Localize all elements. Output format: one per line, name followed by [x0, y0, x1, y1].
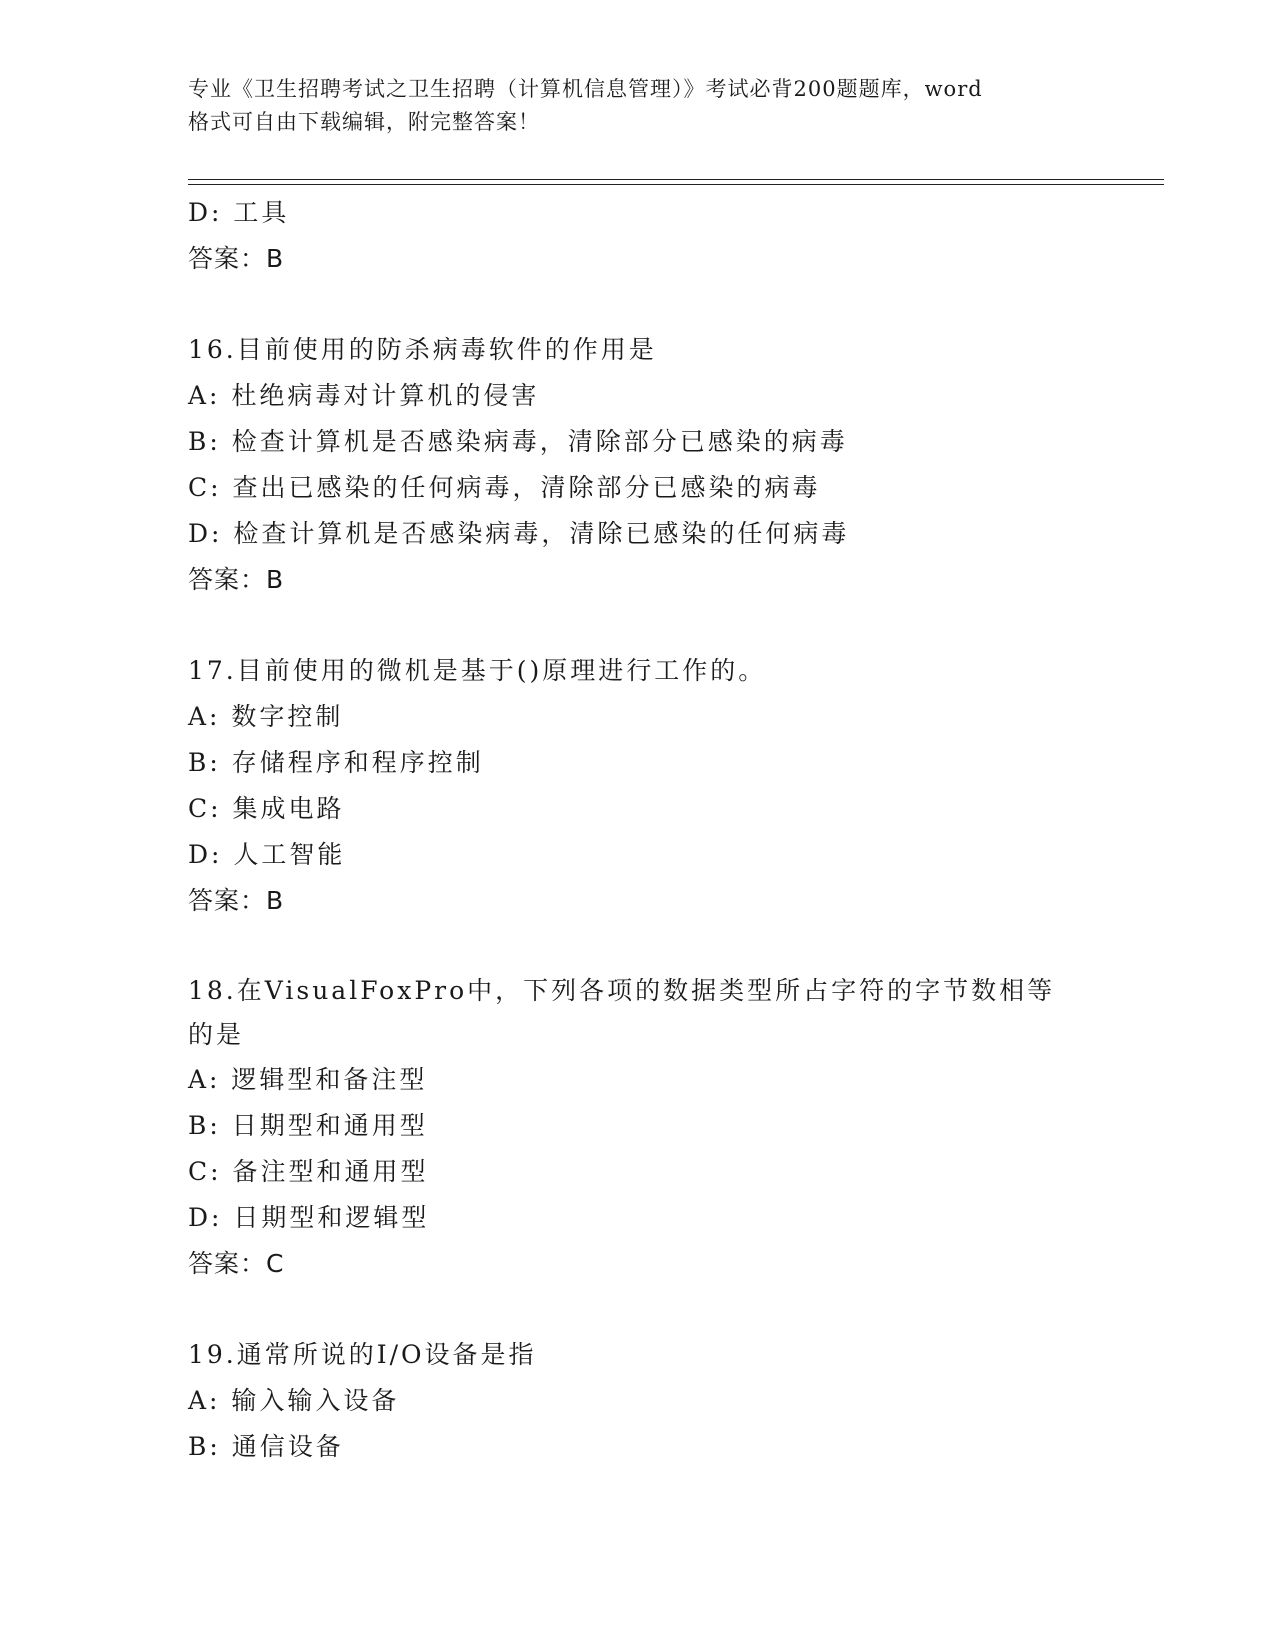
question-18: [188, 969, 1148, 1287]
header-line-2: 格式可自由下载编辑，附完整答案！: [188, 110, 540, 134]
option-b: B: 检查计算机是否感染病毒，清除部分已感染的病毒: [188, 427, 848, 456]
option-b: B: 日期型和通用型: [188, 1111, 428, 1140]
header-line-1: 专业《卫生招聘考试之卫生招聘（计算机信息管理）》考试必背200题题库，word: [188, 77, 983, 101]
spacer: [188, 1287, 1148, 1332]
answer: 答案：B: [188, 565, 285, 594]
option-d: D: 检查计算机是否感染病毒，清除已感染的任何病毒: [188, 519, 850, 548]
question-17: [188, 648, 1148, 924]
question-list: [188, 190, 1148, 1470]
spacer: [188, 924, 1148, 969]
question-16: [188, 327, 1148, 603]
option-c: C: 查出已感染的任何病毒，清除部分已感染的病毒: [188, 473, 821, 502]
question-stem: 19.通常所说的I/O设备是指: [188, 1340, 537, 1369]
question-stem: 18.在VisualFoxPro中，下列各项的数据类型所占字符的字节数相等的是: [188, 976, 1056, 1049]
header-rule-bottom: [188, 184, 1164, 185]
option-a: A: 输入输入设备: [188, 1386, 400, 1415]
option-d: D: 日期型和逻辑型: [188, 1203, 430, 1232]
document-header: [188, 73, 1088, 139]
answer: 答案：B: [188, 886, 285, 915]
spacer: [188, 603, 1148, 648]
option-a: A: 数字控制: [188, 702, 344, 731]
question-stem: 17.目前使用的微机是基于()原理进行工作的。: [188, 656, 767, 685]
question-stem: 16.目前使用的防杀病毒软件的作用是: [188, 335, 657, 364]
option-c: C: 集成电路: [188, 794, 345, 823]
answer: 答案：B: [188, 244, 285, 273]
option-d: D: 工具: [188, 198, 290, 227]
option-b: B: 通信设备: [188, 1432, 344, 1461]
option-c: C: 备注型和通用型: [188, 1157, 429, 1186]
answer: 答案：C: [188, 1249, 285, 1278]
option-d: D: 人工智能: [188, 840, 346, 869]
question-19: [188, 1332, 1148, 1470]
spacer: [188, 282, 1148, 327]
header-rule-top: [188, 179, 1164, 180]
option-a: A: 逻辑型和备注型: [188, 1065, 428, 1094]
option-a: A: 杜绝病毒对计算机的侵害: [188, 381, 540, 410]
option-b: B: 存储程序和程序控制: [188, 748, 484, 777]
